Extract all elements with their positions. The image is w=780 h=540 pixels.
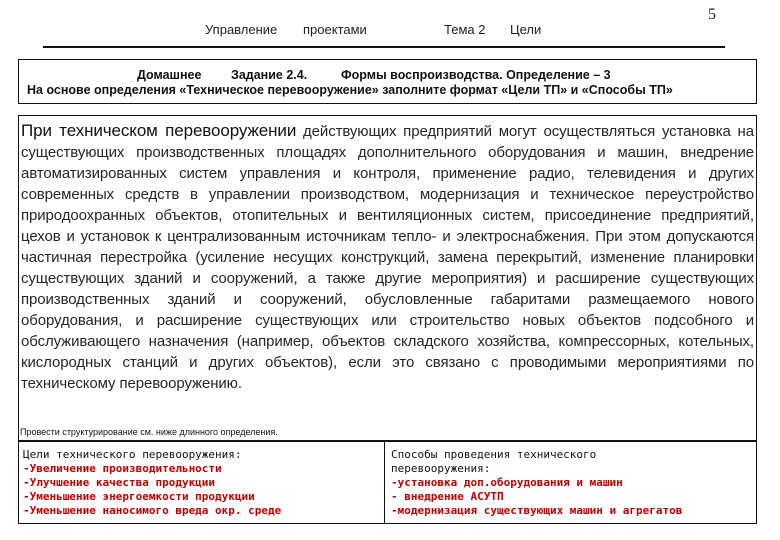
goals-heading: Цели технического перевооружения: (23, 448, 242, 461)
goal-item: -Уменьшение наносимого вреда окр. среде (23, 504, 282, 517)
method-item: -модернизация существующих машин и агрегатов (391, 504, 683, 517)
goals-column (23, 448, 378, 518)
definition-text (21, 120, 754, 394)
method-item: - внедрение АСУТП (391, 490, 504, 503)
definition-box (18, 115, 757, 441)
method-item: -установка доп.оборудования и машин (391, 476, 623, 489)
goal-item: -Увеличение производительности (23, 462, 222, 475)
header-item-topic: Тема 2 (444, 22, 486, 37)
assignment-box (18, 59, 757, 104)
assignment-part-number: Задание 2.4. (231, 68, 308, 82)
column-divider (384, 442, 385, 523)
header-item-goals: Цели (510, 22, 542, 37)
header-divider (43, 46, 725, 48)
definition-body: действующих предприятий могут осуществляться установка на существующих производственных площадях дополнительного оборудования и машин, внедрение автоматизированных систем управления и контроля, применение радио, телевидения и других современных средств в управлении производством, модернизация и техническое переустройство природоохранных объектов, отопительных и вентиляционных систем, присоединение предприятий, цехов и установок к централизованным источникам тепло- и электроснабжения. При этом допускаются частичная перестройка (усиление несущих конструкций, замена перекрытий, изменение планировки существующих зданий и сооружений, а также другие мероприятия) и расширение существующих производственных зданий и сооружений, обусловленные габаритами размещаемого нового оборудования, и расширение существующих или строительство новых объектов подсобного и обслуживающего назначения (например, объектов складского хозяйства, компрессорных, котельных, кислородных станций и других объектов), если это связано с проводимыми мероприятиями по техническому перевооружению. (21, 123, 754, 392)
goal-item: -Уменьшение энергоемкости продукции (23, 490, 255, 503)
goal-item: -Улучшение качества продукции (23, 476, 216, 489)
header-item-management: Управление (205, 22, 278, 37)
assignment-instruction: На основе определения «Техническое перевооружение» заполните формат «Цели ТП» и «Способы ТП» (27, 83, 673, 97)
structuring-note: Провести структурирование см. ниже длинного определения. (20, 427, 278, 437)
goals-methods-table (18, 441, 757, 524)
methods-heading-line1: Способы проведения технического (391, 448, 597, 461)
methods-heading-line2: перевооружения: (391, 462, 491, 475)
methods-column (391, 448, 753, 518)
assignment-part-topic: Формы воспроизводства. Определение – 3 (341, 68, 611, 82)
header-item-projects: проектами (303, 22, 367, 37)
assignment-part-homework: Домашнее (137, 68, 202, 82)
definition-lead: При техническом перевооружении (21, 121, 297, 140)
page-number: 5 (708, 6, 716, 23)
